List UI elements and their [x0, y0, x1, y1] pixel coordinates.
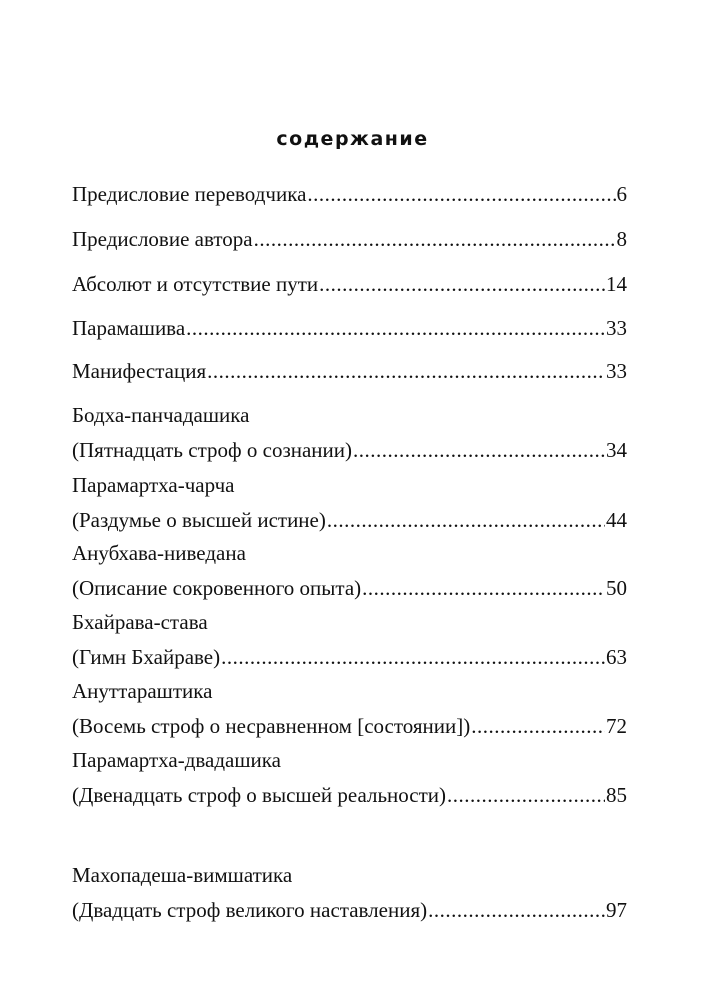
toc-line: [72, 681, 627, 702]
toc-page-number: 72: [606, 714, 627, 738]
toc-line: [72, 318, 627, 339]
toc-entry-title: Парамартха-двадашика: [72, 748, 281, 772]
toc-entry-title: Ануттараштика: [72, 679, 213, 703]
toc-entry-subtitle: (Описание сокровенного опыта): [72, 576, 362, 600]
toc-line: [72, 184, 627, 205]
dot-leader: [221, 647, 605, 668]
toc-entry: [72, 184, 627, 205]
toc-entry-subtitle: (Восемь строф о несравненном [состоянии]): [72, 714, 471, 738]
toc-entry-title: Парамашива: [72, 316, 186, 340]
toc-entry: [72, 681, 627, 737]
dot-leader: [447, 785, 605, 806]
toc-page-number: 6: [616, 182, 627, 206]
dot-leader: [327, 510, 605, 531]
toc-entry-title: Абсолют и отсутствие пути: [72, 272, 319, 296]
toc-page-number: 44: [606, 508, 627, 532]
toc-entry-title: Парамартха-чарча: [72, 473, 235, 497]
toc-line: [72, 785, 627, 806]
toc-entry-title: Махопадеша-вимшатика: [72, 863, 293, 887]
dot-leader: [362, 578, 605, 599]
toc-entry: [72, 865, 627, 921]
toc-line: [72, 361, 627, 382]
toc-page-number: 33: [606, 359, 627, 383]
toc-page-number: 14: [606, 272, 627, 296]
toc-line: [72, 865, 627, 886]
toc-page-number: 50: [606, 576, 627, 600]
toc-line: [72, 475, 627, 496]
toc-entry: [72, 475, 627, 531]
toc-line: [72, 274, 627, 295]
toc-entry: [72, 229, 627, 250]
toc-entry-title: Бодха-панчадашика: [72, 403, 250, 427]
dot-leader: [319, 274, 605, 295]
toc-page-number: 34: [606, 438, 627, 462]
toc-line: [72, 750, 627, 771]
toc-entry: [72, 405, 627, 461]
dot-leader: [307, 184, 615, 205]
dot-leader: [186, 318, 605, 339]
toc-page-number: 85: [606, 783, 627, 807]
toc-entry-subtitle: (Двенадцать строф о высшей реальности): [72, 783, 447, 807]
toc-entry-subtitle: (Раздумье о высшей истине): [72, 508, 326, 532]
toc-entry: [72, 318, 627, 339]
toc-line: [72, 578, 627, 599]
dot-leader: [353, 440, 605, 461]
toc-line: [72, 612, 627, 633]
toc-entry-subtitle: (Пятнадцать строф о сознании): [72, 438, 353, 462]
toc-entry-title: Анубхава-ниведана: [72, 541, 246, 565]
toc-entry-subtitle: (Гимн Бхайраве): [72, 645, 221, 669]
toc-heading: содержание: [276, 128, 429, 150]
toc-line: [72, 647, 627, 668]
toc-entry: [72, 274, 627, 295]
toc-entry-title: Предисловие автора: [72, 227, 253, 251]
toc-entry: [72, 750, 627, 806]
toc-entry-title: Предисловие переводчика: [72, 182, 307, 206]
dot-leader: [471, 716, 605, 737]
toc-entry: [72, 612, 627, 668]
toc-entry: [72, 543, 627, 599]
toc-page-number: 97: [606, 898, 627, 922]
dot-leader: [207, 361, 605, 382]
dot-leader: [428, 900, 605, 921]
toc-entry-subtitle: (Двадцать строф великого наставления): [72, 898, 428, 922]
toc-page-number: 33: [606, 316, 627, 340]
toc-line: [72, 900, 627, 921]
toc-line: [72, 229, 627, 250]
toc-entry-title: Бхайрава-става: [72, 610, 208, 634]
toc-entry-title: Манифестация: [72, 359, 207, 383]
toc-page-number: 63: [606, 645, 627, 669]
toc-line: [72, 405, 627, 426]
toc-page-number: 8: [616, 227, 627, 251]
toc-entry: [72, 361, 627, 382]
toc-line: [72, 543, 627, 564]
toc-line: [72, 440, 627, 461]
toc-line: [72, 510, 627, 531]
toc-line: [72, 716, 627, 737]
dot-leader: [254, 229, 616, 250]
